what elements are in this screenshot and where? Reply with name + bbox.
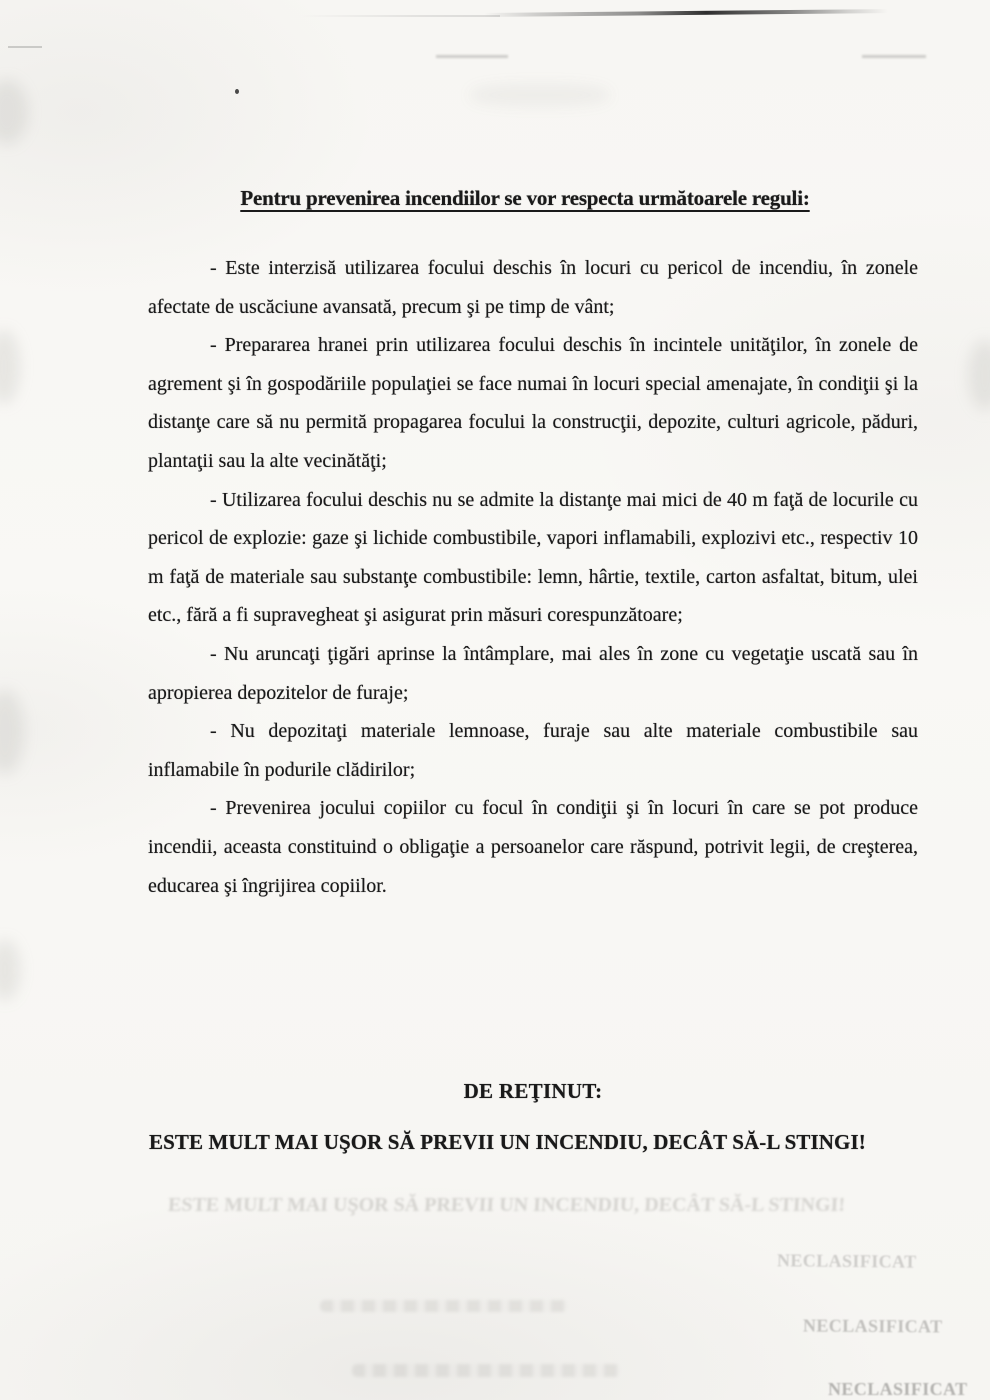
classification-mark-ghost: NECLASIFICAT [802,1315,943,1337]
paper-blotch [470,84,610,106]
reminder-slogan: ESTE MULT MAI UŞOR SĂ PREVII UN INCENDIU, DECÂT SĂ-L STINGI! [149,1130,866,1154]
scan-dash-artifact [436,55,508,58]
rule-paragraph-4: - Nu aruncaţi ţigări aprinse la întâmplare, mai ales în zone cu vegetaţie uscată sau în apropierea depozitelor de furaje; [148,642,918,704]
bleedthrough-slogan-ghost: ESTE MULT MAI UŞOR SĂ PREVII UN INCENDIU, DECÂT SĂ-L STINGI! [167,1194,846,1216]
rule-paragraph-1: - Este interzisă utilizarea focului deschis în locuri cu pericol de incendiu, în zonele afectate de uscăciune avansată, precum şi pe timp de vânt; [148,257,918,318]
bleedthrough-text-illegible [352,1364,620,1377]
paper-blotch [0,80,28,144]
paper-blotch [0,330,20,404]
document-title: Pentru prevenirea incendiilor se vor respecta următoarele reguli: [240,186,810,210]
paper-blotch [0,690,24,774]
paper-blotch [968,340,990,410]
rule-paragraph-6: - Prevenirea jocului copiilor cu focul în condiţii şi în locuri în care se pot produce incendii, aceasta constituind o obligaţie a persoanelor care răspund, potrivit legii, de creşterea, educarea şi îngrijirea copiilor. [148,797,918,897]
scan-dash-artifact [8,46,42,48]
scan-dash-artifact [862,55,926,58]
bleedthrough-text-illegible [320,1300,568,1312]
rule-paragraph-3: - Utilizarea focului deschis nu se admite la distanţe mai mici de 40 m faţă de locurile cu pericol de explozie: gaze şi lichide combustibile, vapori inflamabili, explozivi etc., respectiv 10 m faţă de materiale sau substanţe combustibile: lemn, hârtie, textile, carton asfaltat, bitum, ulei etc., fără a fi supravegheat şi asigurat prin măsuri corespunzătoare; [148,488,918,627]
rules-list [148,249,918,905]
rule-paragraph-2: - Prepararea hranei prin utilizarea focului deschis în incintele unităţilor, în zonele de agrement şi în gospodăriile populaţiei se face numai în locuri special amenajate, în condiţii şi la distanţe care să nu permită propagarea focului la construcţii, depozite, culturi agricole, păduri, plantaţii sau la alte vecinătăţi; [148,334,918,472]
ink-speck [235,89,239,94]
rule-paragraph-5: - Nu depozitaţi materiale lemnoase, furaje sau alte materiale combustibile sau inflamabile în podurile clădirilor; [148,720,918,781]
paper-blotch [0,940,20,1000]
classification-mark-ghost: NECLASIFICAT [776,1250,917,1272]
classification-mark-ghost: NECLASIFICAT [828,1379,968,1399]
reminder-heading: DE REŢINUT: [463,1079,603,1103]
scan-smudge-line-faint [300,15,500,17]
scan-smudge-line [484,9,888,17]
